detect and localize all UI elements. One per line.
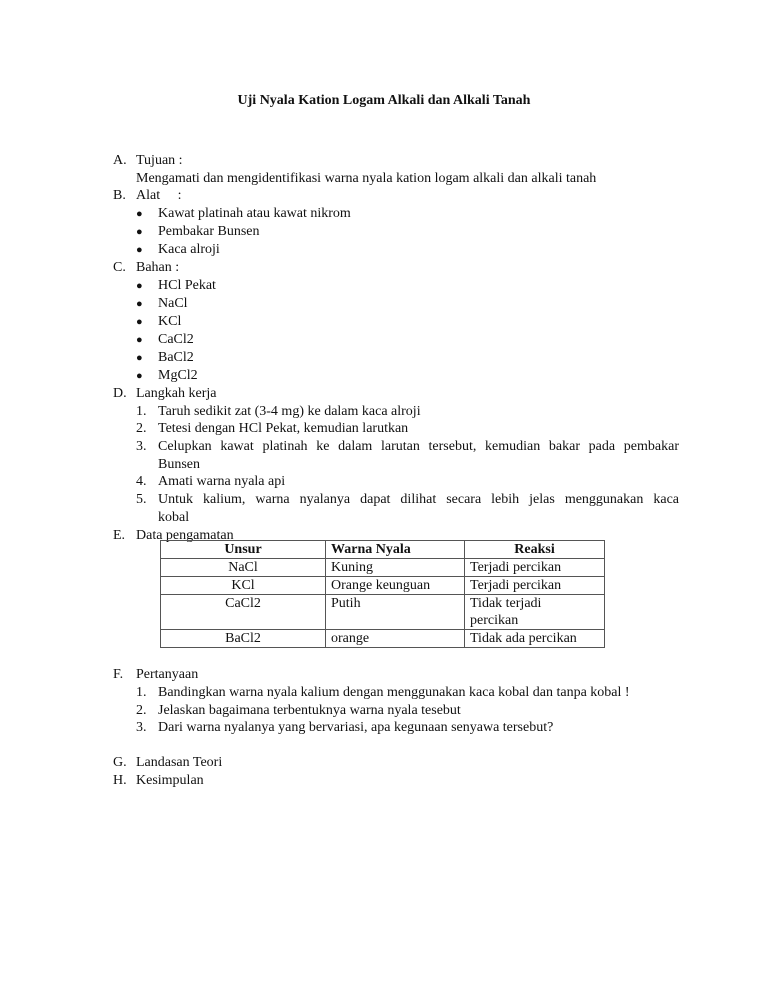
cell-reaksi: Tidak terjadi percikan [465, 595, 605, 630]
observation-table [160, 540, 605, 648]
table-header-row [161, 541, 605, 559]
tujuan-text: Mengamati dan mengidentifikasi warna nyala kation logam alkali dan alkali tanah [136, 171, 597, 186]
bullet-icon: ● [136, 208, 143, 220]
list-item: ● Kaca alroji [136, 242, 220, 257]
bullet-icon: ● [136, 316, 143, 328]
cell-unsur: CaCl2 [161, 595, 326, 630]
column-header-unsur: Unsur [161, 541, 326, 559]
section-letter: C. [113, 260, 126, 275]
section-letter: E. [113, 528, 126, 543]
list-item: ● MgCl2 [136, 368, 198, 383]
list-item: ● Kawat platinah atau kawat nikrom [136, 206, 351, 221]
section-letter: G. [113, 755, 127, 770]
cell-warna: orange [326, 630, 465, 648]
cell-reaksi: Terjadi percikan [465, 577, 605, 595]
bullet-icon: ● [136, 226, 143, 238]
table-row [161, 630, 605, 648]
section-letter: B. [113, 188, 126, 203]
bullet-icon: ● [136, 334, 143, 346]
section-title: Bahan : [136, 260, 180, 275]
bullet-icon: ● [136, 280, 143, 292]
list-item: ● BaCl2 [136, 350, 194, 365]
step-item: 5. Untuk kalium, warna nyalanya dapat dilihat secara lebih jelas menggunakan kaca kobal [136, 492, 679, 525]
cell-unsur: BaCl2 [161, 630, 326, 648]
section-letter: A. [113, 153, 127, 168]
section-title: Data pengamatan [136, 528, 234, 543]
cell-warna: Kuning [326, 559, 465, 577]
step-item: 2. Tetesi dengan HCl Pekat, kemudian larutkan [136, 421, 409, 436]
list-item: ● NaCl [136, 296, 188, 311]
list-item: ● KCl [136, 314, 182, 329]
section-title: Kesimpulan [136, 773, 204, 788]
section-title: Alat : [136, 188, 182, 203]
cell-warna: Orange keunguan [326, 577, 465, 595]
step-item: 4. Amati warna nyala api [136, 474, 286, 489]
question-item: 3. Dari warna nyalanya yang bervariasi, apa kegunaan senyawa tersebut? [136, 720, 554, 735]
section-f-heading [113, 666, 198, 684]
cell-reaksi: Terjadi percikan [465, 559, 605, 577]
cell-reaksi: Tidak ada percikan [465, 630, 605, 648]
bullet-icon: ● [136, 370, 143, 382]
section-h-heading [113, 772, 204, 790]
section-letter: H. [113, 773, 127, 788]
table-row [161, 559, 605, 577]
table-row [161, 577, 605, 595]
section-title: Tujuan : [136, 153, 183, 168]
question-item: 1. Bandingkan warna nyala kalium dengan menggunakan kaca kobal dan tanpa kobal ! [136, 685, 630, 700]
question-item: 2. Jelaskan bagaimana terbentuknya warna nyala tesebut [136, 703, 461, 718]
section-letter: D. [113, 386, 127, 401]
list-item: ● CaCl2 [136, 332, 194, 347]
cell-warna: Putih [326, 595, 465, 630]
document-title: Uji Nyala Kation Logam Alkali dan Alkali Tanah [237, 93, 531, 108]
section-letter: F. [113, 667, 124, 682]
list-item: ● Pembakar Bunsen [136, 224, 260, 239]
section-title: Pertanyaan [136, 667, 199, 682]
column-header-reaksi: Reaksi [465, 541, 605, 559]
section-a-heading [113, 152, 183, 170]
list-item: ● HCl Pekat [136, 278, 216, 293]
bullet-icon: ● [136, 298, 143, 310]
column-header-warna: Warna Nyala [326, 541, 465, 559]
section-c-heading [113, 259, 179, 277]
step-item: 3. Celupkan kawat platinah ke dalam larutan tersebut, kemudian bakar pada pembakar Bunsen [136, 439, 679, 472]
cell-unsur: NaCl [161, 559, 326, 577]
section-title: Langkah kerja [136, 386, 217, 401]
section-b-heading [113, 187, 182, 205]
step-item: 1. Taruh sedikit zat (3-4 mg) ke dalam kaca alroji [136, 404, 421, 419]
section-d-heading [113, 385, 216, 403]
section-title: Landasan Teori [136, 755, 223, 770]
section-g-heading [113, 754, 222, 772]
bullet-icon: ● [136, 352, 143, 364]
bullet-icon: ● [136, 244, 143, 256]
table-row [161, 595, 605, 630]
cell-unsur: KCl [161, 577, 326, 595]
